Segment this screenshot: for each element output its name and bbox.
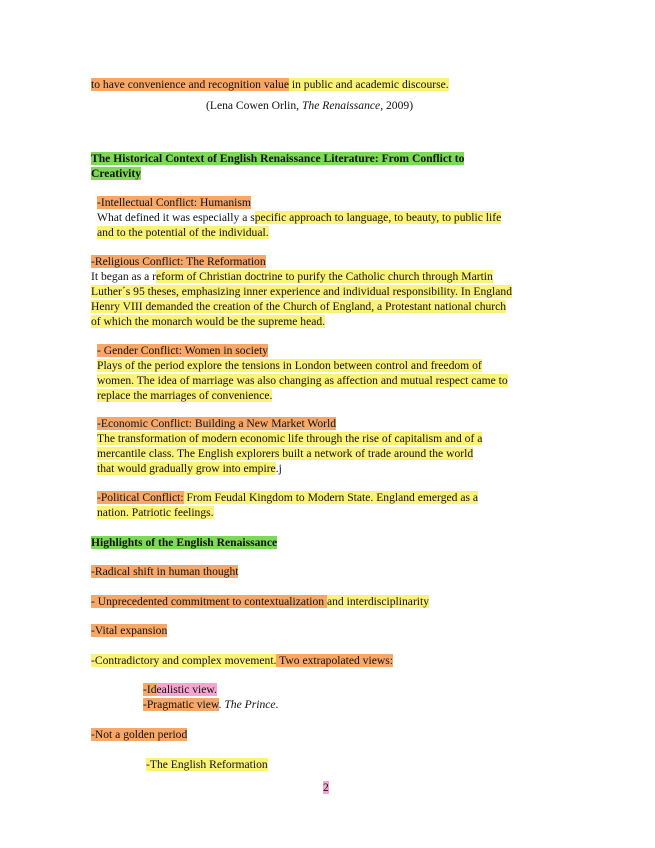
political-text: nation. Patriotic feelings.	[97, 506, 214, 519]
religious-text: Luther´s 95 theses, emphasizing inner experience and individual responsibility. In England	[91, 285, 513, 298]
citation-title: The Renaissance	[301, 99, 381, 112]
highlight-subitem: -Pragmatic view. The Prince.	[143, 698, 279, 711]
highlight-subitem: -Idealistic view.	[143, 683, 217, 696]
highlight-item: -Contradictory and complex movement. Two extrapolated views:	[91, 654, 393, 667]
highlight-item: - Unprecedented commitment to contextualization and interdisciplinarity	[91, 595, 430, 608]
highlight-orange: to have convenience and recognition value	[91, 78, 289, 91]
page-number: 2	[323, 781, 329, 794]
gender-text: women. The idea of marriage was also changing as affection and mutual respect came to	[97, 374, 508, 387]
highlight-item: -Radical shift in human thought	[91, 565, 239, 578]
economic-text: mercantile class. The English explorers built a network of trade around the world	[97, 447, 474, 460]
economic-label: -Economic Conflict: Building a New Market World	[97, 417, 337, 430]
highlight-item: -Vital expansion	[91, 624, 168, 637]
intellectual-text: What defined it was especially a specific approach to language, to beauty, to public life	[97, 211, 502, 224]
book-title: The Prince	[224, 698, 276, 711]
economic-text: that would gradually grow into empire.j	[97, 462, 282, 475]
highlight-subitem: -The English Reformation	[146, 758, 268, 771]
gender-text: Plays of the period explore the tensions in London between control and freedom of	[97, 359, 482, 372]
economic-text: The transformation of modern economic life through the rise of capitalism and of a	[97, 432, 483, 445]
intro-line: to have convenience and recognition value in public and academic discourse.	[91, 78, 449, 91]
highlights-heading: Highlights of the English Renaissance	[91, 536, 278, 549]
intellectual-label: -Intellectual Conflict: Humanism	[97, 196, 251, 209]
context-heading: The Historical Context of English Renaissance Literature: From Conflict to	[91, 152, 465, 165]
gender-label: - Gender Conflict: Women in society	[97, 344, 269, 357]
intellectual-text: and to the potential of the individual.	[97, 226, 269, 239]
gender-text: replace the marriages of convenience.	[97, 389, 273, 402]
citation: (Lena Cowen Orlin, The Renaissance, 2009)	[206, 99, 414, 112]
religious-text: It began as a reform of Christian doctrine to purify the Catholic church through Martin	[91, 270, 493, 283]
religious-text: Henry VIII demanded the creation of the Church of England, a Protestant national church	[91, 300, 507, 313]
religious-label: -Religious Conflict: The Reformation	[91, 255, 266, 268]
context-heading-cont: Creativity	[91, 167, 142, 180]
highlight-item: -Not a golden period	[91, 728, 188, 741]
political-label: -Political Conflict: From Feudal Kingdom to Modern State. England emerged as a	[97, 491, 479, 504]
religious-text: of which the monarch would be the supreme head.	[91, 315, 326, 328]
